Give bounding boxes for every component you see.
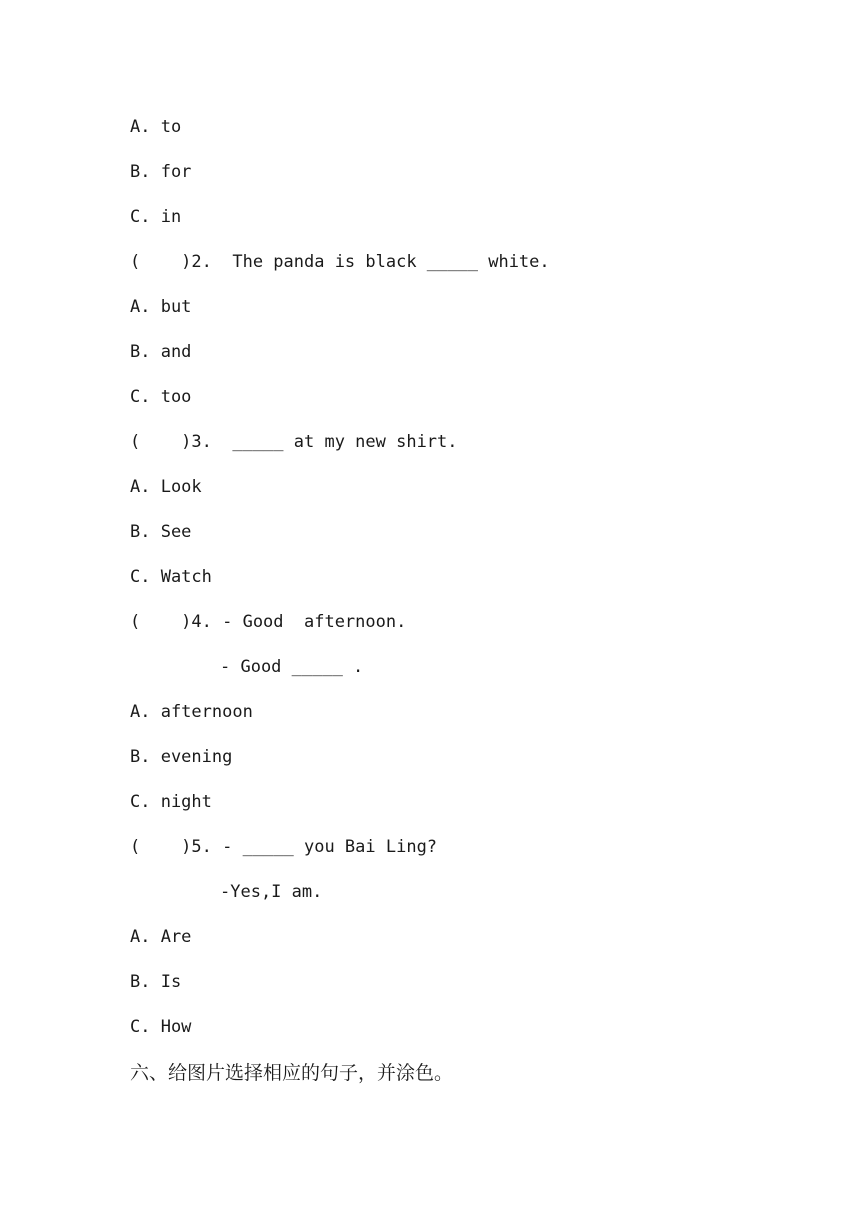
q2-option-b: B. and <box>130 342 192 362</box>
q1-option-b: B. for <box>130 162 192 182</box>
q2-option-c: C. too <box>130 387 192 407</box>
q1-option-a: A. to <box>130 117 182 137</box>
question-5: ( )5. - _____ you Bai Ling? <box>130 837 438 857</box>
q3-option-b: B. See <box>130 522 192 542</box>
question-3: ( )3. _____ at my new shirt. <box>130 432 458 452</box>
q5-option-c: C. How <box>130 1017 192 1037</box>
q4-option-b: B. evening <box>130 747 233 767</box>
q4-option-c: C. night <box>130 792 212 812</box>
q3-option-a: A. Look <box>130 477 202 497</box>
section-six-heading: 六、给图片选择相应的句子，并涂色。 <box>130 1062 454 1084</box>
q4-option-a: A. afternoon <box>130 702 253 722</box>
question-4-reply: - Good _____ . <box>220 657 364 677</box>
q3-option-c: C. Watch <box>130 567 212 587</box>
question-5-reply: -Yes,I am. <box>220 882 323 902</box>
q1-option-c: C. in <box>130 207 182 227</box>
question-2: ( )2. The panda is black _____ white. <box>130 252 550 272</box>
q5-option-b: B. Is <box>130 972 182 992</box>
q5-option-a: A. Are <box>130 927 192 947</box>
q2-option-a: A. but <box>130 297 192 317</box>
question-4: ( )4. - Good afternoon. <box>130 612 407 632</box>
